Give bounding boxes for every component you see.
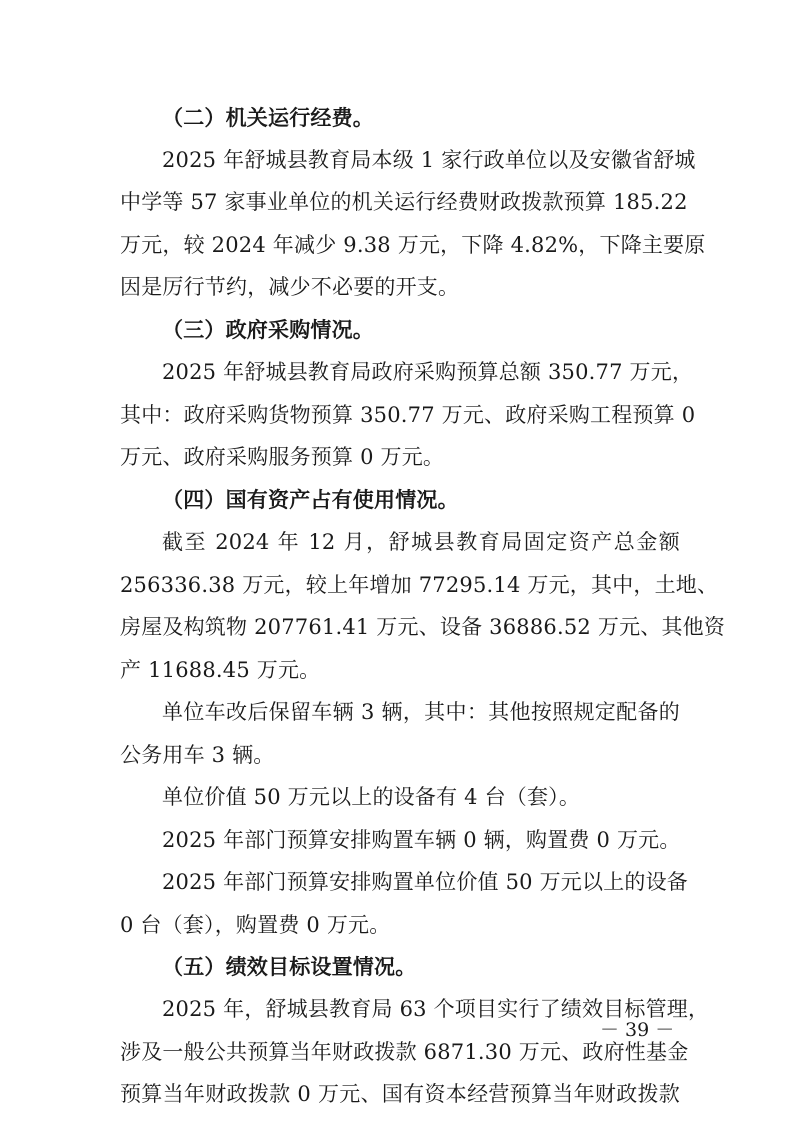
section-heading-operating-costs: （二）机关运行经费。 — [162, 106, 374, 130]
paragraph-line: 因是厉行节约，减少不必要的开支。 — [120, 275, 460, 299]
section-heading-performance-goals: （五）绩效目标设置情况。 — [162, 955, 417, 979]
paragraph-line: 2025 年部门预算安排购置单位价值 50 万元以上的设备 — [162, 870, 688, 894]
paragraph-line: 2025 年，舒城县教育局 63 个项目实行了绩效目标管理， — [162, 997, 710, 1021]
paragraph-line: 256336.38 万元，较上年增加 77295.14 万元，其中，土地、 — [120, 573, 719, 597]
paragraph-line: 2025 年部门预算安排购置车辆 0 辆，购置费 0 万元。 — [162, 828, 681, 852]
paragraph-line: 其中：政府采购货物预算 350.77 万元、政府采购工程预算 0 — [120, 403, 696, 427]
paragraph-line: 涉及一般公共预算当年财政拨款 6871.30 万元、政府性基金 — [120, 1040, 689, 1064]
paragraph-line: 2025 年舒城县教育局本级 1 家行政单位以及安徽省舒城 — [162, 148, 696, 172]
paragraph-line: 万元，较 2024 年减少 9.38 万元，下降 4.82%，下降主要原 — [120, 233, 706, 257]
paragraph-line: 截至 2024 年 12 月，舒城县教育局固定资产总金额 — [162, 530, 680, 554]
paragraph-line: 万元、政府采购服务预算 0 万元。 — [120, 445, 445, 469]
paragraph-line: 2025 年舒城县教育局政府采购预算总额 350.77 万元， — [162, 360, 694, 384]
paragraph-line: 中学等 57 家事业单位的机关运行经费财政拨款预算 185.22 — [120, 190, 688, 214]
paragraph-line: 公务用车 3 辆。 — [120, 743, 275, 767]
paragraph-line: 单位价值 50 万元以上的设备有 4 台（套）。 — [162, 785, 581, 809]
section-heading-state-assets: （四）国有资产占有使用情况。 — [162, 488, 459, 512]
paragraph-line: 产 11688.45 万元。 — [120, 658, 321, 682]
paragraph-line: 房屋及构筑物 207761.41 万元、设备 36886.52 万元、其他资 — [120, 615, 726, 639]
paragraph-line: 0 台（套），购置费 0 万元。 — [120, 913, 391, 937]
section-heading-procurement: （三）政府采购情况。 — [162, 318, 374, 342]
page-number: － 39 － — [600, 1019, 675, 1041]
paragraph-line: 单位车改后保留车辆 3 辆，其中：其他按照规定配备的 — [162, 700, 680, 724]
paragraph-line: 预算当年财政拨款 0 万元、国有资本经营预算当年财政拨款 — [120, 1082, 680, 1106]
